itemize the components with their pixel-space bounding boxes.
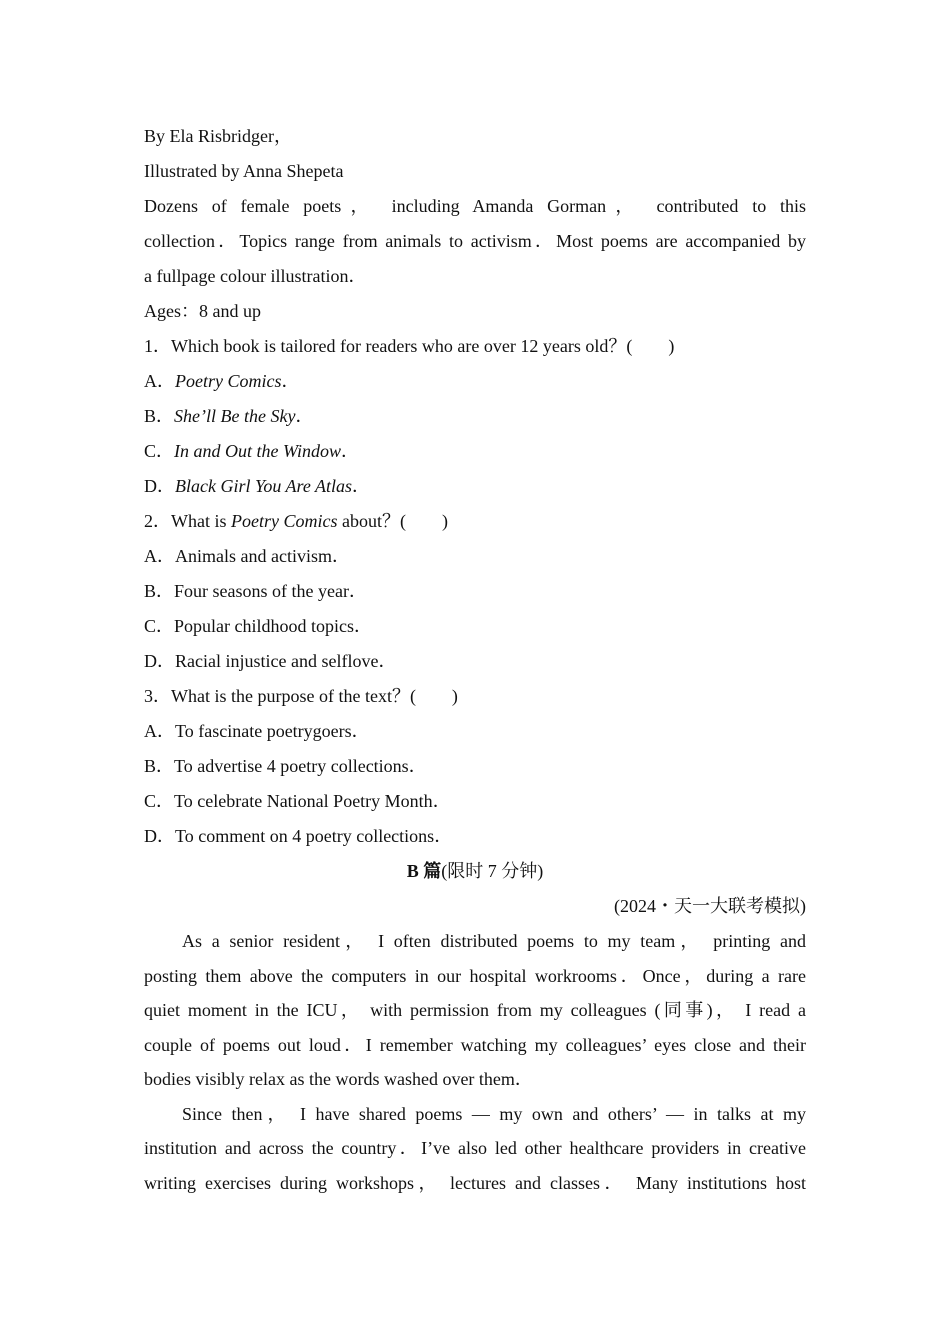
option-text: To fascinate poetrygoers [175, 721, 352, 741]
paragraph-line: posting them above the computers in our hospital workrooms．Once，during a rare [144, 965, 806, 986]
option-letter: A． [144, 721, 175, 741]
book-description-line-1: Dozens of female poets， including Amanda Gorman， contributed to this [144, 196, 806, 216]
option-text: Popular childhood topics [174, 616, 354, 636]
option-end: ． [348, 581, 367, 601]
question-2-blank: ) [405, 511, 448, 531]
option-text: Animals and activism [175, 546, 332, 566]
paragraph-line: couple of poems out loud．I remember watching my colleagues’ eyes close and their [144, 1034, 806, 1055]
question-3-blank: ) [415, 686, 458, 706]
section-b-source: (2024・天一大联考模拟) [614, 896, 806, 916]
question-2-option-a [144, 539, 806, 574]
section-b-time-limit: (限时 7 分钟) [441, 861, 544, 881]
option-text: Racial injustice and selflove [175, 651, 379, 671]
option-letter: A． [144, 371, 175, 391]
option-text: In and Out the Window [174, 441, 342, 461]
book-author: By Ela Risbridger， [144, 126, 292, 146]
question-1-option-d [144, 469, 806, 504]
option-end: ． [352, 476, 371, 496]
section-b-title: B 篇 [406, 861, 442, 881]
option-letter: B． [144, 756, 175, 776]
option-letter: D． [144, 476, 175, 496]
option-end: ． [351, 721, 370, 741]
option-letter: A． [144, 546, 175, 566]
question-3-text: 3．What is the purpose of the text？( [144, 686, 416, 706]
option-end: ． [331, 546, 350, 566]
option-text: Black Girl You Are Atlas [175, 476, 353, 496]
question-2-option-d [144, 644, 806, 679]
option-letter: B． [144, 581, 175, 601]
paragraph-line: quiet moment in the ICU， with permission from my colleagues (同事)， I read a [144, 1000, 806, 1020]
paragraph-line: writing exercises during workshops， lectures and classes． Many institutions host [144, 1172, 806, 1193]
section-b-heading [144, 854, 806, 889]
option-letter: D． [144, 826, 175, 846]
option-text: She’ll Be the Sky [174, 406, 296, 426]
option-end: ． [408, 756, 427, 776]
option-end: ． [295, 406, 314, 426]
option-letter: C． [144, 616, 175, 636]
question-2-text-end: about？( [337, 511, 406, 531]
paragraph-line: As a senior resident， I often distributed poems to my team， printing and [182, 931, 806, 951]
question-2-title: Poetry Comics [231, 511, 338, 531]
option-text: To comment on 4 poetry collections [175, 826, 435, 846]
question-3-option-b [144, 749, 806, 784]
question-1-prompt [144, 329, 806, 364]
option-letter: B． [144, 406, 175, 426]
option-end: ． [281, 371, 300, 391]
option-end: ． [341, 441, 360, 461]
option-letter: C． [144, 441, 175, 461]
option-end: ． [434, 826, 453, 846]
question-1-option-a [144, 364, 806, 399]
paragraph-line: institution and across the country．I’ve also led other healthcare providers in creative [144, 1138, 806, 1158]
passage-paragraph-2 [144, 1097, 806, 1201]
question-1-option-c [144, 434, 806, 469]
book-illustrator: Illustrated by Anna Shepeta [144, 161, 344, 181]
question-3-option-d [144, 819, 806, 854]
book-ages: Ages：8 and up [144, 301, 261, 321]
question-2-prompt [144, 504, 806, 539]
option-end: ． [378, 651, 397, 671]
option-end: ． [432, 791, 451, 811]
question-1-option-b [144, 399, 806, 434]
paragraph-line: bodies visibly relax as the words washed over them． [144, 1069, 533, 1089]
question-2-option-b [144, 574, 806, 609]
paragraph-line: Since then， I have shared poems — my own and others’ — in talks at my [182, 1103, 806, 1124]
option-letter: D． [144, 651, 175, 671]
question-3-prompt [144, 679, 806, 714]
question-3-option-c [144, 784, 806, 819]
question-1-blank: ) [632, 336, 675, 356]
book-description-line-2: collection．Topics range from animals to activism．Most poems are accompanied by [144, 231, 806, 251]
question-3-option-a [144, 714, 806, 749]
question-2-option-c [144, 609, 806, 644]
option-text: Poetry Comics [175, 371, 282, 391]
option-text: To advertise 4 poetry collections [174, 756, 409, 776]
option-text: Four seasons of the year [174, 581, 349, 601]
document-page [144, 119, 806, 1200]
option-letter: C． [144, 791, 175, 811]
option-text: To celebrate National Poetry Month [174, 791, 433, 811]
option-end: ． [354, 616, 372, 636]
passage-paragraph-1 [144, 924, 806, 1097]
book-description-line-3: a fullpage colour illustration． [144, 266, 367, 286]
question-2-text: 2．What is [144, 511, 231, 531]
question-1-text: 1．Which book is tailored for readers who are over 12 years old？( [144, 336, 633, 356]
